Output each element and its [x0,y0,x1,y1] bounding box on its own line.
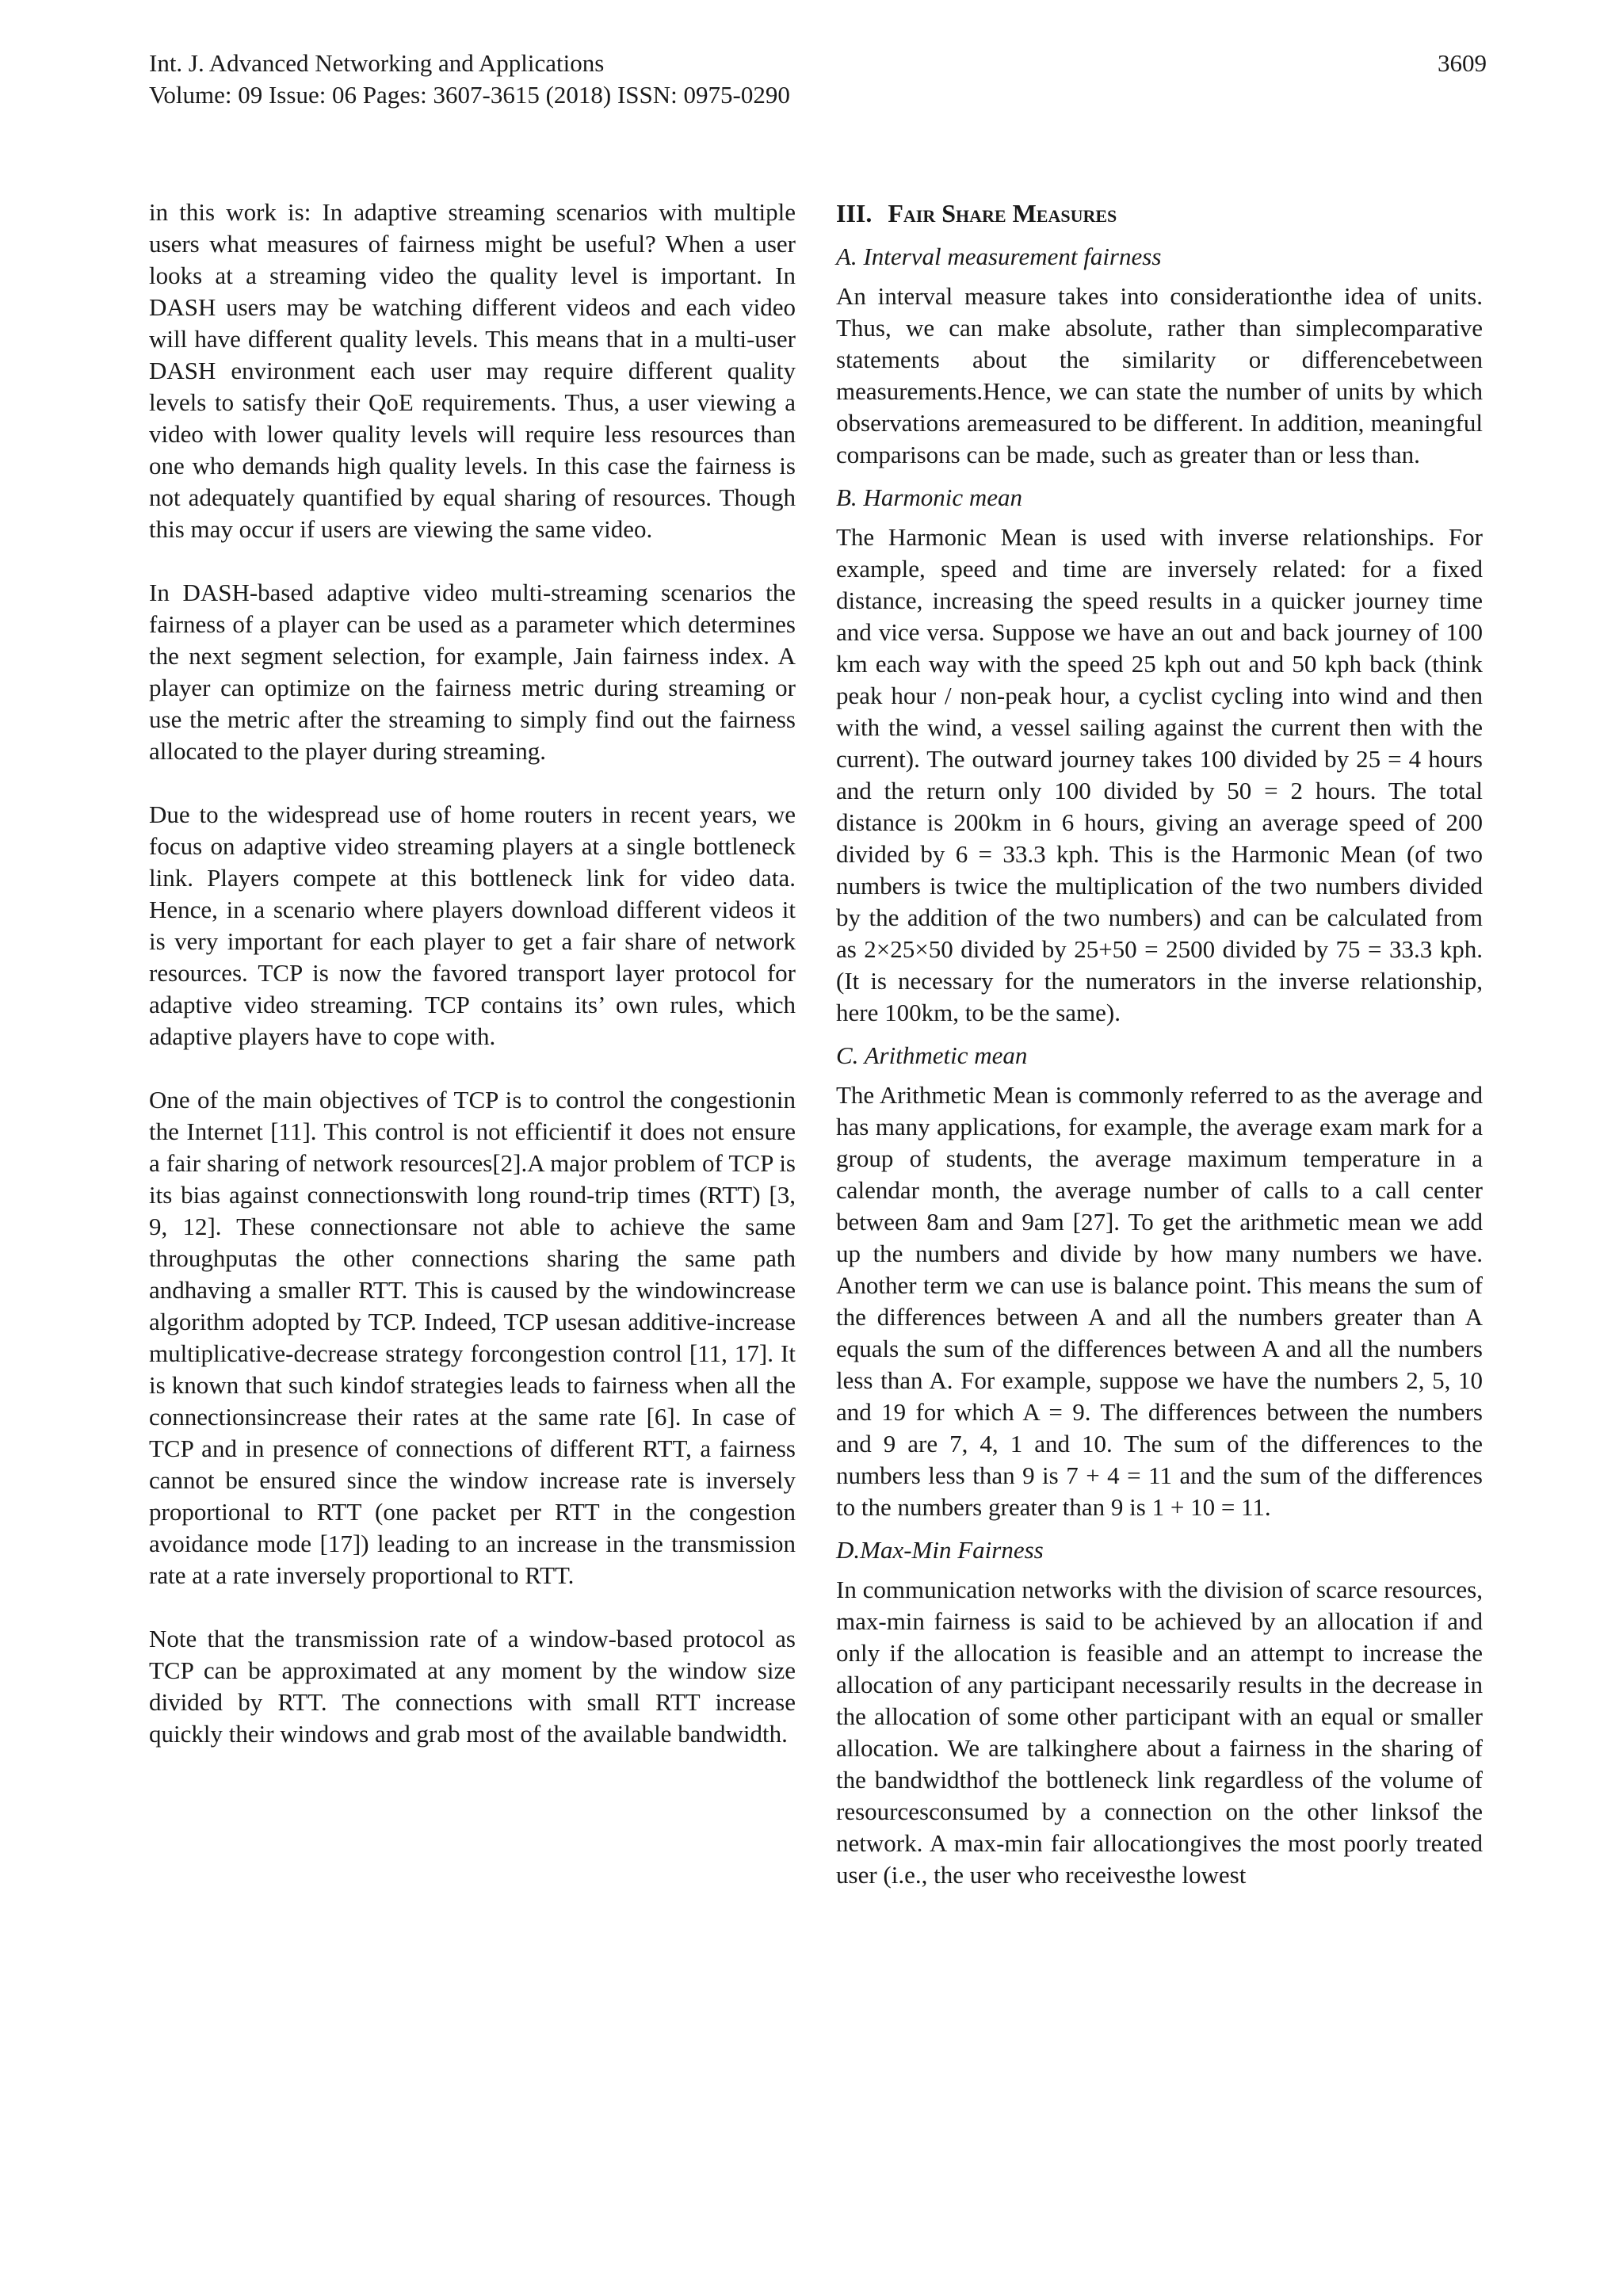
subsection-heading: A. Interval measurement fairness [836,243,1162,270]
subsection-paragraph: The Harmonic Mean is used with inverse relationships. For example, speed and time are inversely related: for a fixed distance, increasing the speed results in a quicker journey time and vice versa. Suppose we have an out and back journey of 100 km each way with the speed 25 kph out and 50 kph back (think peak hour / non-peak hour, a cyclist cycling into wind and then with the wind, a vessel sailing against the current then with the current). The outward journey takes 100 divided by 25 = 4 hours and the return only 100 divided by 50 = 2 hours. The total distance is 200km in 6 hours, giving an average speed of 200 divided by 6 = 33.3 kph. This is the Harmonic Mean (of two numbers is twice the multiplication of the two numbers divided by the addition of the two numbers) and can be calculated from as 2×25×50 divided by 25+50 = 2500 divided by 75 = 33.3 kph. (It is necessary for the numerators in the inverse relationship, here 100km, to be the same). [836,523,1483,1026]
subsection-paragraph: The Arithmetic Mean is commonly referred to as the average and has many applications, for example, the average exam mark for a group of students, the average maximum temperature in a calendar month, the average number of calls to a call center between 8am and 9am [27]. To get the arithmetic mean we add up the numbers and divide by how many numbers we have. Another term we can use is balance point. This means the sum of the differences between A and all the numbers greater than A equals the sum of the differences between A and all the numbers less than A. For example, suppose we have the numbers 2, 5, 10 and 19 for which A = 9. The differences between the numbers and 9 are 7, 4, 1 and 10. The sum of the differences to the numbers less than 9 is 7 + 4 = 11 and the sum of the differences to the numbers greater than 9 is 1 + 10 = 11. [836,1081,1483,1521]
journal-title: Int. J. Advanced Networking and Applications [149,49,605,77]
body-paragraph: In DASH-based adaptive video multi-streaming scenarios the fairness of a player can be used as a parameter which determines the next segment selection, for example, Jain fairness index. A player can optimize on the fairness metric during streaming or use the metric after the streaming to simply find out the fairness allocated to the player during streaming. [149,579,796,765]
subsection-heading: D.Max-Min Fairness [836,1536,1044,1564]
section-number: III. [836,199,873,227]
body-paragraph: Note that the transmission rate of a window-based protocol as TCP can be approximated at any moment by the window size divided by RTT. The connections with small RTT increase quickly their windows and grab most of the available bandwidth. [149,1625,796,1748]
page-header [149,48,1487,111]
body-paragraph: Due to the widespread use of home routers in recent years, we focus on adaptive video streaming players at a single bottleneck link. Players compete at this bottleneck link for video data. Hence, in a scenario where players download different videos it is very important for each player to get a fair share of network resources. TCP is now the favored transport layer protocol for adaptive video streaming. TCP contains its’ own rules, which adaptive players have to cope with. [149,800,796,1050]
page-number: 3609 [1438,49,1487,77]
section-heading [836,197,1483,230]
subsection-heading: C. Arithmetic mean [836,1041,1028,1069]
subsection-paragraph: An interval measure takes into considerationthe idea of units. Thus, we can make absolute, rather than simplecomparative statements about the similarity or differencebetween measurements.Hence, we can state the number of units by which observations aremeasured to be different. In addition, meaningful comparisons can be made, such as greater than or less than. [836,282,1483,468]
subsection-paragraph: In communication networks with the division of scarce resources, max-min fairness is said to be achieved by an allocation if and only if the allocation is feasible and an attempt to increase the allocation of any participant necessarily results in the decrease in the allocation of some other participant with an equal or smaller allocation. We are talkinghere about a fairness in the sharing of the bandwidthof the bottleneck link regardless of the volume of resourcesconsumed by a connection on the other linksof the network. A max-min fair allocationgives the most poorly treated user (i.e., the user who receivesthe lowest [836,1576,1483,1889]
body-paragraph: in this work is: In adaptive streaming scenarios with multiple users what measures of fairness might be useful? When a user looks at a streaming video the quality level is important. In DASH users may be watching different videos and each video will have different quality levels. This means that in a multi-user DASH environment each user may require different quality levels to satisfy their QoE requirements. Thus, a user viewing a video with lower quality levels will require less resources than one who demands high quality levels. In this case the fairness is not adequately quantified by equal sharing of resources. Though this may occur if users are viewing the same video. [149,198,796,543]
section-title: Fair Share Measures [888,199,1117,227]
body-paragraph: One of the main objectives of TCP is to control the congestionin the Internet [11]. This control is not efficientif it does not ensure a fair sharing of network resources[2].A major problem of TCP is its bias against connectionswith long round-trip times (RTT) [3, 9, 12]. These connectionsare not able to achieve the same throughputas the other connections sharing the same path andhaving a smaller RTT. This is caused by the windowincrease algorithm adopted by TCP. Indeed, TCP usesan additive-increase multiplicative-decrease strategy forcongestion control [11, 17]. It is known that such kindof strategies leads to fairness when all the connectionsincrease their rates at the same rate [6]. In case of TCP and in presence of connections of different RTT, a fairness cannot be ensured since the window increase rate is inversely proportional to RTT (one packet per RTT in the congestion avoidance mode [17]) leading to an increase in the transmission rate at a rate inversely proportional to RTT. [149,1086,796,1589]
subsection-heading: B. Harmonic mean [836,483,1023,511]
right-column [836,197,1483,1902]
left-column [149,197,796,1782]
journal-volume-info: Volume: 09 Issue: 06 Pages: 3607-3615 (2018) ISSN: 0975-0290 [149,81,790,109]
